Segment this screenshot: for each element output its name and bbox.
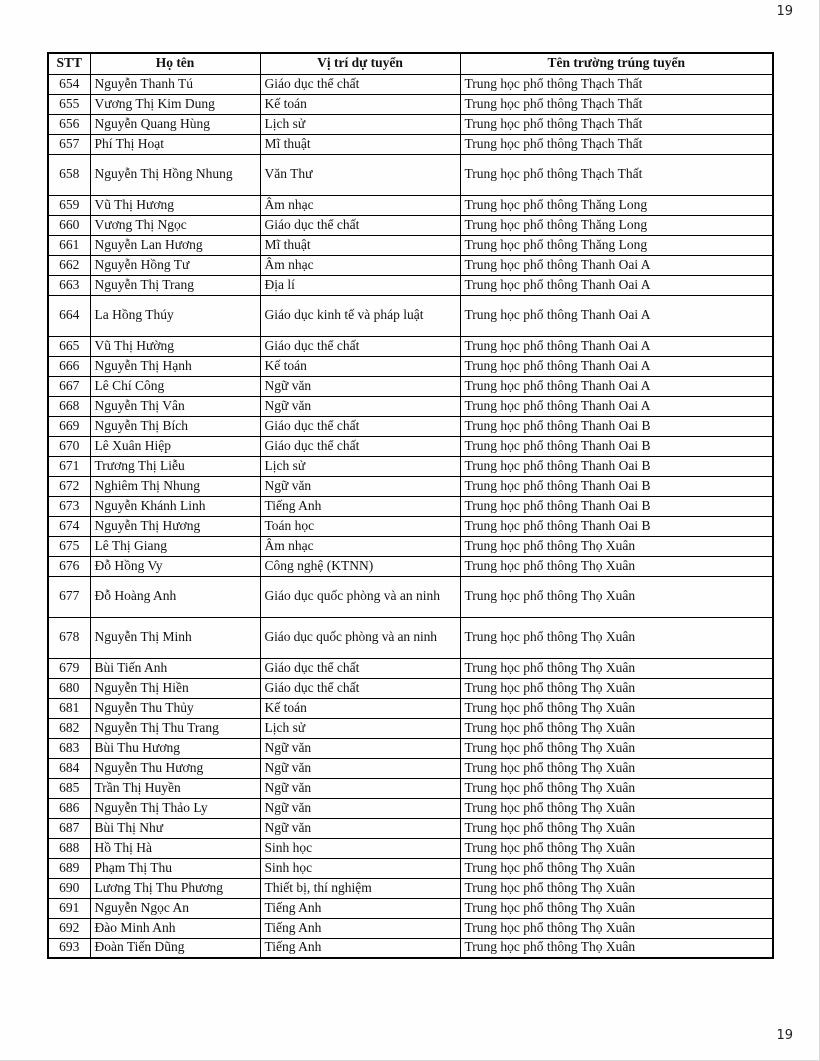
cell-name: Bùi Tiến Anh: [90, 658, 260, 678]
cell-school: Trung học phổ thông Thọ Xuân: [460, 898, 773, 918]
cell-name: Bùi Thu Hương: [90, 738, 260, 758]
cell-school: Trung học phổ thông Thạch Thất: [460, 114, 773, 134]
table-row: [48, 918, 773, 938]
cell-stt: 657: [48, 134, 90, 154]
table-row: [48, 154, 773, 195]
cell-name: Vũ Thị Hương: [90, 195, 260, 215]
table-row: [48, 396, 773, 416]
cell-school: Trung học phổ thông Thọ Xuân: [460, 938, 773, 958]
cell-stt: 686: [48, 798, 90, 818]
cell-stt: 660: [48, 215, 90, 235]
table-row: [48, 718, 773, 738]
cell-stt: 675: [48, 536, 90, 556]
cell-school: Trung học phổ thông Thọ Xuân: [460, 918, 773, 938]
cell-name: Nguyễn Thị Hạnh: [90, 356, 260, 376]
cell-school: Trung học phổ thông Thanh Oai B: [460, 476, 773, 496]
cell-school: Trung học phổ thông Thăng Long: [460, 195, 773, 215]
cell-position: Tiếng Anh: [260, 938, 460, 958]
cell-name: Nguyễn Thanh Tú: [90, 74, 260, 94]
cell-position: Kế toán: [260, 94, 460, 114]
cell-name: Nguyễn Thu Thủy: [90, 698, 260, 718]
cell-school: Trung học phổ thông Thanh Oai A: [460, 396, 773, 416]
cell-position: Lịch sử: [260, 718, 460, 738]
table-row: [48, 416, 773, 436]
cell-name: Nguyễn Lan Hương: [90, 235, 260, 255]
cell-stt: 678: [48, 617, 90, 658]
cell-school: Trung học phổ thông Thọ Xuân: [460, 718, 773, 738]
cell-name: Nghiêm Thị Nhung: [90, 476, 260, 496]
cell-school: Trung học phổ thông Thọ Xuân: [460, 617, 773, 658]
cell-stt: 658: [48, 154, 90, 195]
table-row: [48, 516, 773, 536]
cell-position: Sinh học: [260, 838, 460, 858]
cell-school: Trung học phổ thông Thọ Xuân: [460, 838, 773, 858]
cell-name: Vương Thị Ngọc: [90, 215, 260, 235]
cell-stt: 676: [48, 556, 90, 576]
table-row: [48, 798, 773, 818]
cell-school: Trung học phổ thông Thanh Oai A: [460, 255, 773, 275]
table-row: [48, 275, 773, 295]
cell-school: Trung học phổ thông Thọ Xuân: [460, 738, 773, 758]
cell-name: Nguyễn Thị Thu Trang: [90, 718, 260, 738]
cell-name: Nguyễn Thị Vân: [90, 396, 260, 416]
cell-position: Sinh học: [260, 858, 460, 878]
cell-name: Nguyễn Khánh Linh: [90, 496, 260, 516]
cell-school: Trung học phổ thông Thọ Xuân: [460, 798, 773, 818]
cell-stt: 690: [48, 878, 90, 898]
cell-position: Giáo dục thể chất: [260, 658, 460, 678]
cell-name: Lê Chí Công: [90, 376, 260, 396]
cell-school: Trung học phổ thông Thanh Oai B: [460, 416, 773, 436]
cell-stt: 672: [48, 476, 90, 496]
table-row: [48, 376, 773, 396]
cell-stt: 681: [48, 698, 90, 718]
cell-position: Tiếng Anh: [260, 496, 460, 516]
cell-name: Nguyễn Thu Hương: [90, 758, 260, 778]
cell-stt: 663: [48, 275, 90, 295]
table-row: [48, 456, 773, 476]
cell-name: Nguyễn Thị Hồng Nhung: [90, 154, 260, 195]
cell-position: Âm nhạc: [260, 195, 460, 215]
cell-name: Đỗ Hoàng Anh: [90, 576, 260, 617]
cell-position: Thiết bị, thí nghiệm: [260, 878, 460, 898]
cell-position: Toán học: [260, 516, 460, 536]
table-row: [48, 295, 773, 336]
cell-school: Trung học phổ thông Thọ Xuân: [460, 556, 773, 576]
cell-name: Trương Thị Liễu: [90, 456, 260, 476]
cell-position: Địa lí: [260, 275, 460, 295]
cell-stt: 664: [48, 295, 90, 336]
col-header-position: Vị trí dự tuyển: [260, 53, 460, 74]
cell-stt: 674: [48, 516, 90, 536]
cell-position: Ngữ văn: [260, 798, 460, 818]
cell-name: Đào Minh Anh: [90, 918, 260, 938]
table-row: [48, 738, 773, 758]
table-row: [48, 74, 773, 94]
cell-position: Tiếng Anh: [260, 918, 460, 938]
cell-stt: 662: [48, 255, 90, 275]
table-row: [48, 576, 773, 617]
cell-school: Trung học phổ thông Thanh Oai B: [460, 456, 773, 476]
cell-position: Lịch sử: [260, 456, 460, 476]
cell-stt: 654: [48, 74, 90, 94]
cell-school: Trung học phổ thông Thọ Xuân: [460, 536, 773, 556]
cell-position: Ngữ văn: [260, 758, 460, 778]
cell-stt: 673: [48, 496, 90, 516]
cell-position: Ngữ văn: [260, 376, 460, 396]
table-row: [48, 114, 773, 134]
table-row: [48, 878, 773, 898]
cell-school: Trung học phổ thông Thọ Xuân: [460, 878, 773, 898]
cell-school: Trung học phổ thông Thanh Oai B: [460, 436, 773, 456]
cell-position: Văn Thư: [260, 154, 460, 195]
table-row: [48, 134, 773, 154]
cell-name: Phí Thị Hoạt: [90, 134, 260, 154]
cell-position: Giáo dục thể chất: [260, 336, 460, 356]
cell-stt: 683: [48, 738, 90, 758]
cell-position: Kế toán: [260, 698, 460, 718]
table-row: [48, 698, 773, 718]
col-header-stt: STT: [48, 53, 90, 74]
table-row: [48, 235, 773, 255]
cell-school: Trung học phổ thông Thăng Long: [460, 235, 773, 255]
cell-name: Đỗ Hồng Vy: [90, 556, 260, 576]
page-number-top: 19: [776, 4, 793, 19]
cell-stt: 656: [48, 114, 90, 134]
cell-name: Nguyễn Hồng Tư: [90, 255, 260, 275]
table-row: [48, 838, 773, 858]
table-row: [48, 476, 773, 496]
admission-results-table: [47, 52, 774, 959]
page-number-bottom: 19: [776, 1028, 793, 1043]
cell-school: Trung học phổ thông Thọ Xuân: [460, 678, 773, 698]
cell-name: Nguyễn Thị Thảo Ly: [90, 798, 260, 818]
table-row: [48, 336, 773, 356]
cell-school: Trung học phổ thông Thanh Oai B: [460, 516, 773, 536]
table-row: [48, 94, 773, 114]
cell-name: Nguyễn Thị Hương: [90, 516, 260, 536]
table-row: [48, 898, 773, 918]
cell-school: Trung học phổ thông Thạch Thất: [460, 74, 773, 94]
cell-stt: 655: [48, 94, 90, 114]
table-row: [48, 818, 773, 838]
cell-school: Trung học phổ thông Thọ Xuân: [460, 658, 773, 678]
cell-position: Tiếng Anh: [260, 898, 460, 918]
cell-position: Ngữ văn: [260, 396, 460, 416]
cell-name: Bùi Thị Như: [90, 818, 260, 838]
cell-name: Trần Thị Huyền: [90, 778, 260, 798]
table-row: [48, 556, 773, 576]
cell-name: Lê Thị Giang: [90, 536, 260, 556]
cell-name: Nguyễn Ngọc An: [90, 898, 260, 918]
cell-position: Ngữ văn: [260, 738, 460, 758]
cell-position: Lịch sử: [260, 114, 460, 134]
cell-stt: 665: [48, 336, 90, 356]
table-row: [48, 617, 773, 658]
cell-stt: 688: [48, 838, 90, 858]
table-row: [48, 778, 773, 798]
cell-school: Trung học phổ thông Thọ Xuân: [460, 698, 773, 718]
cell-position: Giáo dục quốc phòng và an ninh: [260, 576, 460, 617]
table-row: [48, 658, 773, 678]
table-row: [48, 436, 773, 456]
cell-name: Đoàn Tiến Dũng: [90, 938, 260, 958]
cell-stt: 693: [48, 938, 90, 958]
cell-stt: 669: [48, 416, 90, 436]
table-row: [48, 195, 773, 215]
cell-position: Giáo dục thể chất: [260, 678, 460, 698]
cell-school: Trung học phổ thông Thạch Thất: [460, 94, 773, 114]
cell-stt: 667: [48, 376, 90, 396]
col-header-school: Tên trường trúng tuyển: [460, 53, 773, 74]
cell-stt: 682: [48, 718, 90, 738]
cell-stt: 685: [48, 778, 90, 798]
cell-name: Nguyễn Quang Hùng: [90, 114, 260, 134]
cell-school: Trung học phổ thông Thạch Thất: [460, 134, 773, 154]
cell-position: Giáo dục thể chất: [260, 416, 460, 436]
cell-position: Công nghệ (KTNN): [260, 556, 460, 576]
cell-position: Giáo dục thể chất: [260, 74, 460, 94]
cell-name: Nguyễn Thị Minh: [90, 617, 260, 658]
table-row: [48, 356, 773, 376]
cell-school: Trung học phổ thông Thọ Xuân: [460, 858, 773, 878]
cell-position: Ngữ văn: [260, 476, 460, 496]
cell-name: Lương Thị Thu Phương: [90, 878, 260, 898]
cell-name: Nguyễn Thị Hiền: [90, 678, 260, 698]
cell-stt: 684: [48, 758, 90, 778]
cell-stt: 661: [48, 235, 90, 255]
cell-name: Nguyễn Thị Bích: [90, 416, 260, 436]
table-row: [48, 858, 773, 878]
cell-stt: 692: [48, 918, 90, 938]
table-row: [48, 536, 773, 556]
cell-stt: 659: [48, 195, 90, 215]
cell-school: Trung học phổ thông Thanh Oai A: [460, 336, 773, 356]
cell-stt: 670: [48, 436, 90, 456]
table-row: [48, 678, 773, 698]
cell-position: Âm nhạc: [260, 255, 460, 275]
cell-name: Phạm Thị Thu: [90, 858, 260, 878]
cell-position: Kế toán: [260, 356, 460, 376]
table-header-row: [48, 53, 773, 74]
cell-school: Trung học phổ thông Thăng Long: [460, 215, 773, 235]
cell-stt: 691: [48, 898, 90, 918]
table-row: [48, 215, 773, 235]
cell-stt: 677: [48, 576, 90, 617]
table-row: [48, 938, 773, 958]
cell-name: La Hồng Thúy: [90, 295, 260, 336]
cell-school: Trung học phổ thông Thanh Oai A: [460, 356, 773, 376]
cell-school: Trung học phổ thông Thọ Xuân: [460, 778, 773, 798]
cell-position: Ngữ văn: [260, 818, 460, 838]
cell-school: Trung học phổ thông Thanh Oai A: [460, 376, 773, 396]
cell-name: Nguyễn Thị Trang: [90, 275, 260, 295]
cell-school: Trung học phổ thông Thanh Oai A: [460, 275, 773, 295]
cell-position: Mĩ thuật: [260, 235, 460, 255]
cell-school: Trung học phổ thông Thanh Oai B: [460, 496, 773, 516]
cell-school: Trung học phổ thông Thọ Xuân: [460, 576, 773, 617]
cell-name: Vũ Thị Hường: [90, 336, 260, 356]
cell-stt: 680: [48, 678, 90, 698]
cell-position: Ngữ văn: [260, 778, 460, 798]
table-row: [48, 496, 773, 516]
cell-position: Giáo dục kinh tế và pháp luật: [260, 295, 460, 336]
cell-stt: 679: [48, 658, 90, 678]
cell-school: Trung học phổ thông Thọ Xuân: [460, 758, 773, 778]
table-body: [48, 74, 773, 958]
table-row: [48, 758, 773, 778]
cell-school: Trung học phổ thông Thanh Oai A: [460, 295, 773, 336]
cell-position: Mĩ thuật: [260, 134, 460, 154]
cell-stt: 668: [48, 396, 90, 416]
cell-position: Giáo dục quốc phòng và an ninh: [260, 617, 460, 658]
cell-name: Vương Thị Kim Dung: [90, 94, 260, 114]
cell-stt: 671: [48, 456, 90, 476]
cell-school: Trung học phổ thông Thọ Xuân: [460, 818, 773, 838]
cell-stt: 666: [48, 356, 90, 376]
cell-stt: 689: [48, 858, 90, 878]
cell-position: Giáo dục thể chất: [260, 436, 460, 456]
cell-position: Giáo dục thể chất: [260, 215, 460, 235]
cell-position: Âm nhạc: [260, 536, 460, 556]
cell-school: Trung học phổ thông Thạch Thất: [460, 154, 773, 195]
cell-name: Hồ Thị Hà: [90, 838, 260, 858]
col-header-name: Họ tên: [90, 53, 260, 74]
table-row: [48, 255, 773, 275]
cell-stt: 687: [48, 818, 90, 838]
cell-name: Lê Xuân Hiệp: [90, 436, 260, 456]
